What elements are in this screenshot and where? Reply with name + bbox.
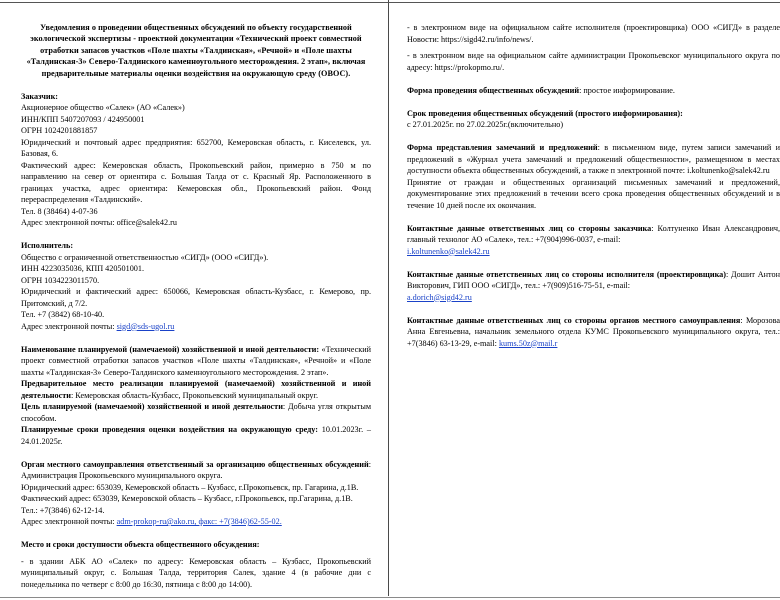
contact-executor-email-row	[407, 292, 780, 304]
activity-goal-label: Цель планируемой (намечаемой) хозяйственной и иной деятельности	[21, 402, 283, 412]
authority-gap	[21, 447, 371, 459]
contact-executor-block	[407, 269, 780, 292]
comments-block-gap	[407, 131, 780, 143]
customer-actual-address: Фактический адрес: Кемеровская область, Прокопьевский район, примерно в 750 м по направлению на север от ориентира с. Большая Талда от с. Красный Яр. Расположенного в границах участка, адрес ориентира: Кемеровская обл., Прокопьевский район. Фонд перераспределения «Талдинский».	[21, 160, 371, 205]
customer-line-1: Акционерное общество «Салек» (АО «Салек»)	[21, 103, 185, 113]
contact-customer-label: Контактные данные ответственных лиц со стороны заказчика	[407, 223, 652, 233]
contact-municipal-label: Контактные данные ответственных лиц со стороны органов местного самоуправления	[407, 315, 741, 325]
authority-label: Орган местного самоуправления ответственный за организацию общественных обсуждений	[21, 459, 369, 469]
authority-value: : Администрация Прокопьевского муниципального округа.	[21, 459, 371, 481]
availability-heading: Место и сроки доступности объекта общественного обсуждения:	[21, 540, 260, 550]
contact-executor-email-link[interactable]: a.dorich@sigd42.ru	[407, 292, 472, 302]
assessment-dates-block	[21, 424, 371, 447]
activity-location-value: : Кемеровская область-Кузбасс, Прокопьевский муниципальный округ.	[70, 390, 319, 400]
hearing-form-block	[407, 85, 780, 97]
comments-form-value: : в письменном виде, путем записи замечаний и предложений в «Журнал учета замечаний и предложений общественности», размещенном в местах доступности объекта общественных обсуждений, а также п электронной почте: i.koltunenko@salek42.ru	[407, 143, 780, 175]
authority-block	[21, 459, 371, 482]
document-title: Уведомления о проведении общественных обсуждений по объекту государственной экологической экспертизы - проектной документации «Технический проект совместной отработки запасов участков «Поле шахты «Талдинская», «Речной» и «Поле шахты «Талдинская-3» Северо-Талдинского каменноугольного месторождения. 2 этап», включая предварительные материалы оценки воздействия на окружающую среду (ОВОС).	[26, 23, 366, 78]
authority-actual-address: Фактический адрес: 653039, Кемеровской область – Кузбасс, г.Прокопьевск, пр.Гагарина, д.1В.	[21, 494, 353, 504]
activity-goal-block	[21, 401, 371, 424]
customer-executor-gap	[21, 229, 371, 241]
contact-municipal-email-link[interactable]: kums.50z@mail.r	[498, 338, 558, 348]
hearing-form-label: Форма проведения общественных обсуждений	[407, 85, 580, 95]
customer-email: Адрес электронной почты: office@salek42.ru	[21, 218, 177, 228]
customer-phone: Тел. 8 (38464) 4-07-36	[21, 206, 98, 216]
term-block-gap	[407, 96, 780, 108]
executor-activity-gap	[21, 332, 371, 344]
contacts-gap-3	[407, 303, 780, 315]
executor-line-1: Общество с ограниченной ответственностью «СИГД» (ООО «СИГД»).	[21, 252, 269, 262]
assessment-dates-value: 10.01.2023г. – 24.01.2025г.	[21, 425, 371, 446]
executor-email-link[interactable]: sigd@sds-ugol.ru	[116, 321, 175, 331]
comments-form-block	[407, 142, 780, 177]
executor-phone: Тел. +7 (3842) 68-10-40.	[21, 310, 105, 320]
contact-customer-email-link[interactable]: i.koltunenko@salek42.ru	[407, 246, 490, 256]
availability-gap	[21, 528, 371, 540]
authority-phone: Тел.: +7(3846) 62-12-14.	[21, 505, 105, 515]
contact-customer-email-row	[407, 246, 780, 258]
activity-name-block	[21, 344, 371, 379]
comments-form-label: Форма представления замечаний и предложений	[407, 143, 598, 152]
authority-email-link[interactable]: adm-prokop-ru@ako.ru, факс: +7(3846)62-55-02.	[116, 517, 282, 527]
hearing-term-value: с 27.01.2025г. по 27.02.2025г.(включительно)	[407, 120, 564, 129]
executor-email-label: Адрес электронной почты:	[21, 321, 115, 331]
access-item-electronic-administration: - в электронном виде на официальном сайте администрации Прокопьевског муниципального округа по адресу: https://prokopmo.ru/.	[407, 51, 780, 72]
executor-address: Юридический и фактический адрес: 650066, Кемеровская область-Кузбасс, г. Кемерово, пр. Притомский, д 7/2.	[21, 287, 371, 308]
title-gap	[21, 79, 371, 91]
authority-legal-address: Юридический адрес: 653039, Кемеровской область – Кузбасс, г.Прокопьевск, пр. Гагарина, д.1В.	[21, 482, 359, 492]
hearing-term-label: Срок проведения общественных обсуждений (простого информирования):	[407, 108, 683, 118]
customer-legal-address: Юридический и почтовый адрес предприятия: 652700, Кемеровская область, г. Киселевск, ул. Базовая, 6.	[21, 137, 371, 159]
executor-inn-kpp: ИНН 4223035036, КПП 420501001.	[21, 264, 145, 274]
contact-customer-value: : Колтуненко Иван Александрович, главный технолог АО «Салек», тел.: +7(904)996-0037, e-mail:	[407, 223, 780, 244]
activity-name-value: «Технический проект совместной отработки запасов участков «Поле шахты «Талдинская», «Речной» и «Поле шахты «Талдинская-3» Северо-Талдинского каменноугольного месторождения. 2 этап».	[21, 344, 371, 377]
contacts-gap-2	[407, 257, 780, 269]
activity-goal-value: : Добыча угля открытым способом.	[21, 402, 371, 423]
contact-municipal-value: : Морозова Анна Евгеньевна, начальник земельного отдела КУМС Прокопьевского муниципального округа, тел.: +7(3846) 63-13-29, e-mail:	[407, 315, 780, 348]
executor-ogrn: ОГРН 1034223011570.	[21, 275, 100, 285]
viewer-bottom-divider	[0, 597, 780, 598]
customer-inn-kpp: ИНН/КПП 5407207093 / 424950001	[21, 114, 145, 124]
comments-acceptance-text: Принятие от граждан и общественных организаций письменных замечаний и предложений, документирование этих предложений в течении всего срока проведения общественных обсуждений и в течение 10 дней после их окончания.	[407, 177, 780, 210]
executor-email-row	[21, 321, 371, 333]
access-item-electronic-executor: - в электронном виде на официальном сайте исполнителя (проектировщика) ООО «СИГД» в разделе Новости: https://sigd42.ru/info/news/.	[407, 23, 780, 44]
availability-item: - в здании АБК АО «Салек» по адресу: Кемеровская область – Кузбасс, Прокопьевский муниципальный округ, с. Большая Талда, территория Салек, здание 4 (в рабочие дни с понедельника по четверг с 8:00 до 16:30, пятница с 8:00 до 14:00).	[21, 556, 371, 589]
document-page-right[interactable]	[389, 0, 780, 596]
contact-customer-block	[407, 223, 780, 246]
hearing-form-value: : простое информирование.	[579, 85, 675, 95]
activity-name-label: Наименование планируемой (намечаемой) хозяйственной и иной деятельности:	[21, 344, 320, 354]
activity-location-block	[21, 378, 371, 401]
executor-section-heading: Исполнитель:	[21, 241, 74, 251]
viewer-top-divider	[0, 2, 780, 3]
assessment-dates-label: Планируемые сроки проведения оценки воздействия на окружающую среду:	[21, 425, 319, 435]
customer-section-heading: Заказчик:	[21, 91, 59, 101]
contacts-gap-1	[407, 211, 780, 223]
document-page-left[interactable]	[0, 0, 389, 596]
contact-executor-value: : Дошит Антон Викторович, ГИП ООО «СИГД», тел.: +7(909)516-75-51, e-mail:	[407, 269, 780, 290]
activity-location-label: Предварительное место реализации планируемой (намечаемой) хозяйственной и иной деятельности	[21, 379, 371, 400]
contact-municipal-block	[407, 315, 780, 350]
contact-executor-label: Контактные данные ответственных лиц со стороны исполнителя (проектировщика)	[407, 269, 726, 279]
authority-email-label: Адрес электронной почты:	[21, 517, 115, 527]
authority-email-row	[21, 516, 371, 528]
form-block-gap	[407, 73, 780, 85]
customer-ogrn: ОГРН 1024201881857	[21, 126, 98, 136]
